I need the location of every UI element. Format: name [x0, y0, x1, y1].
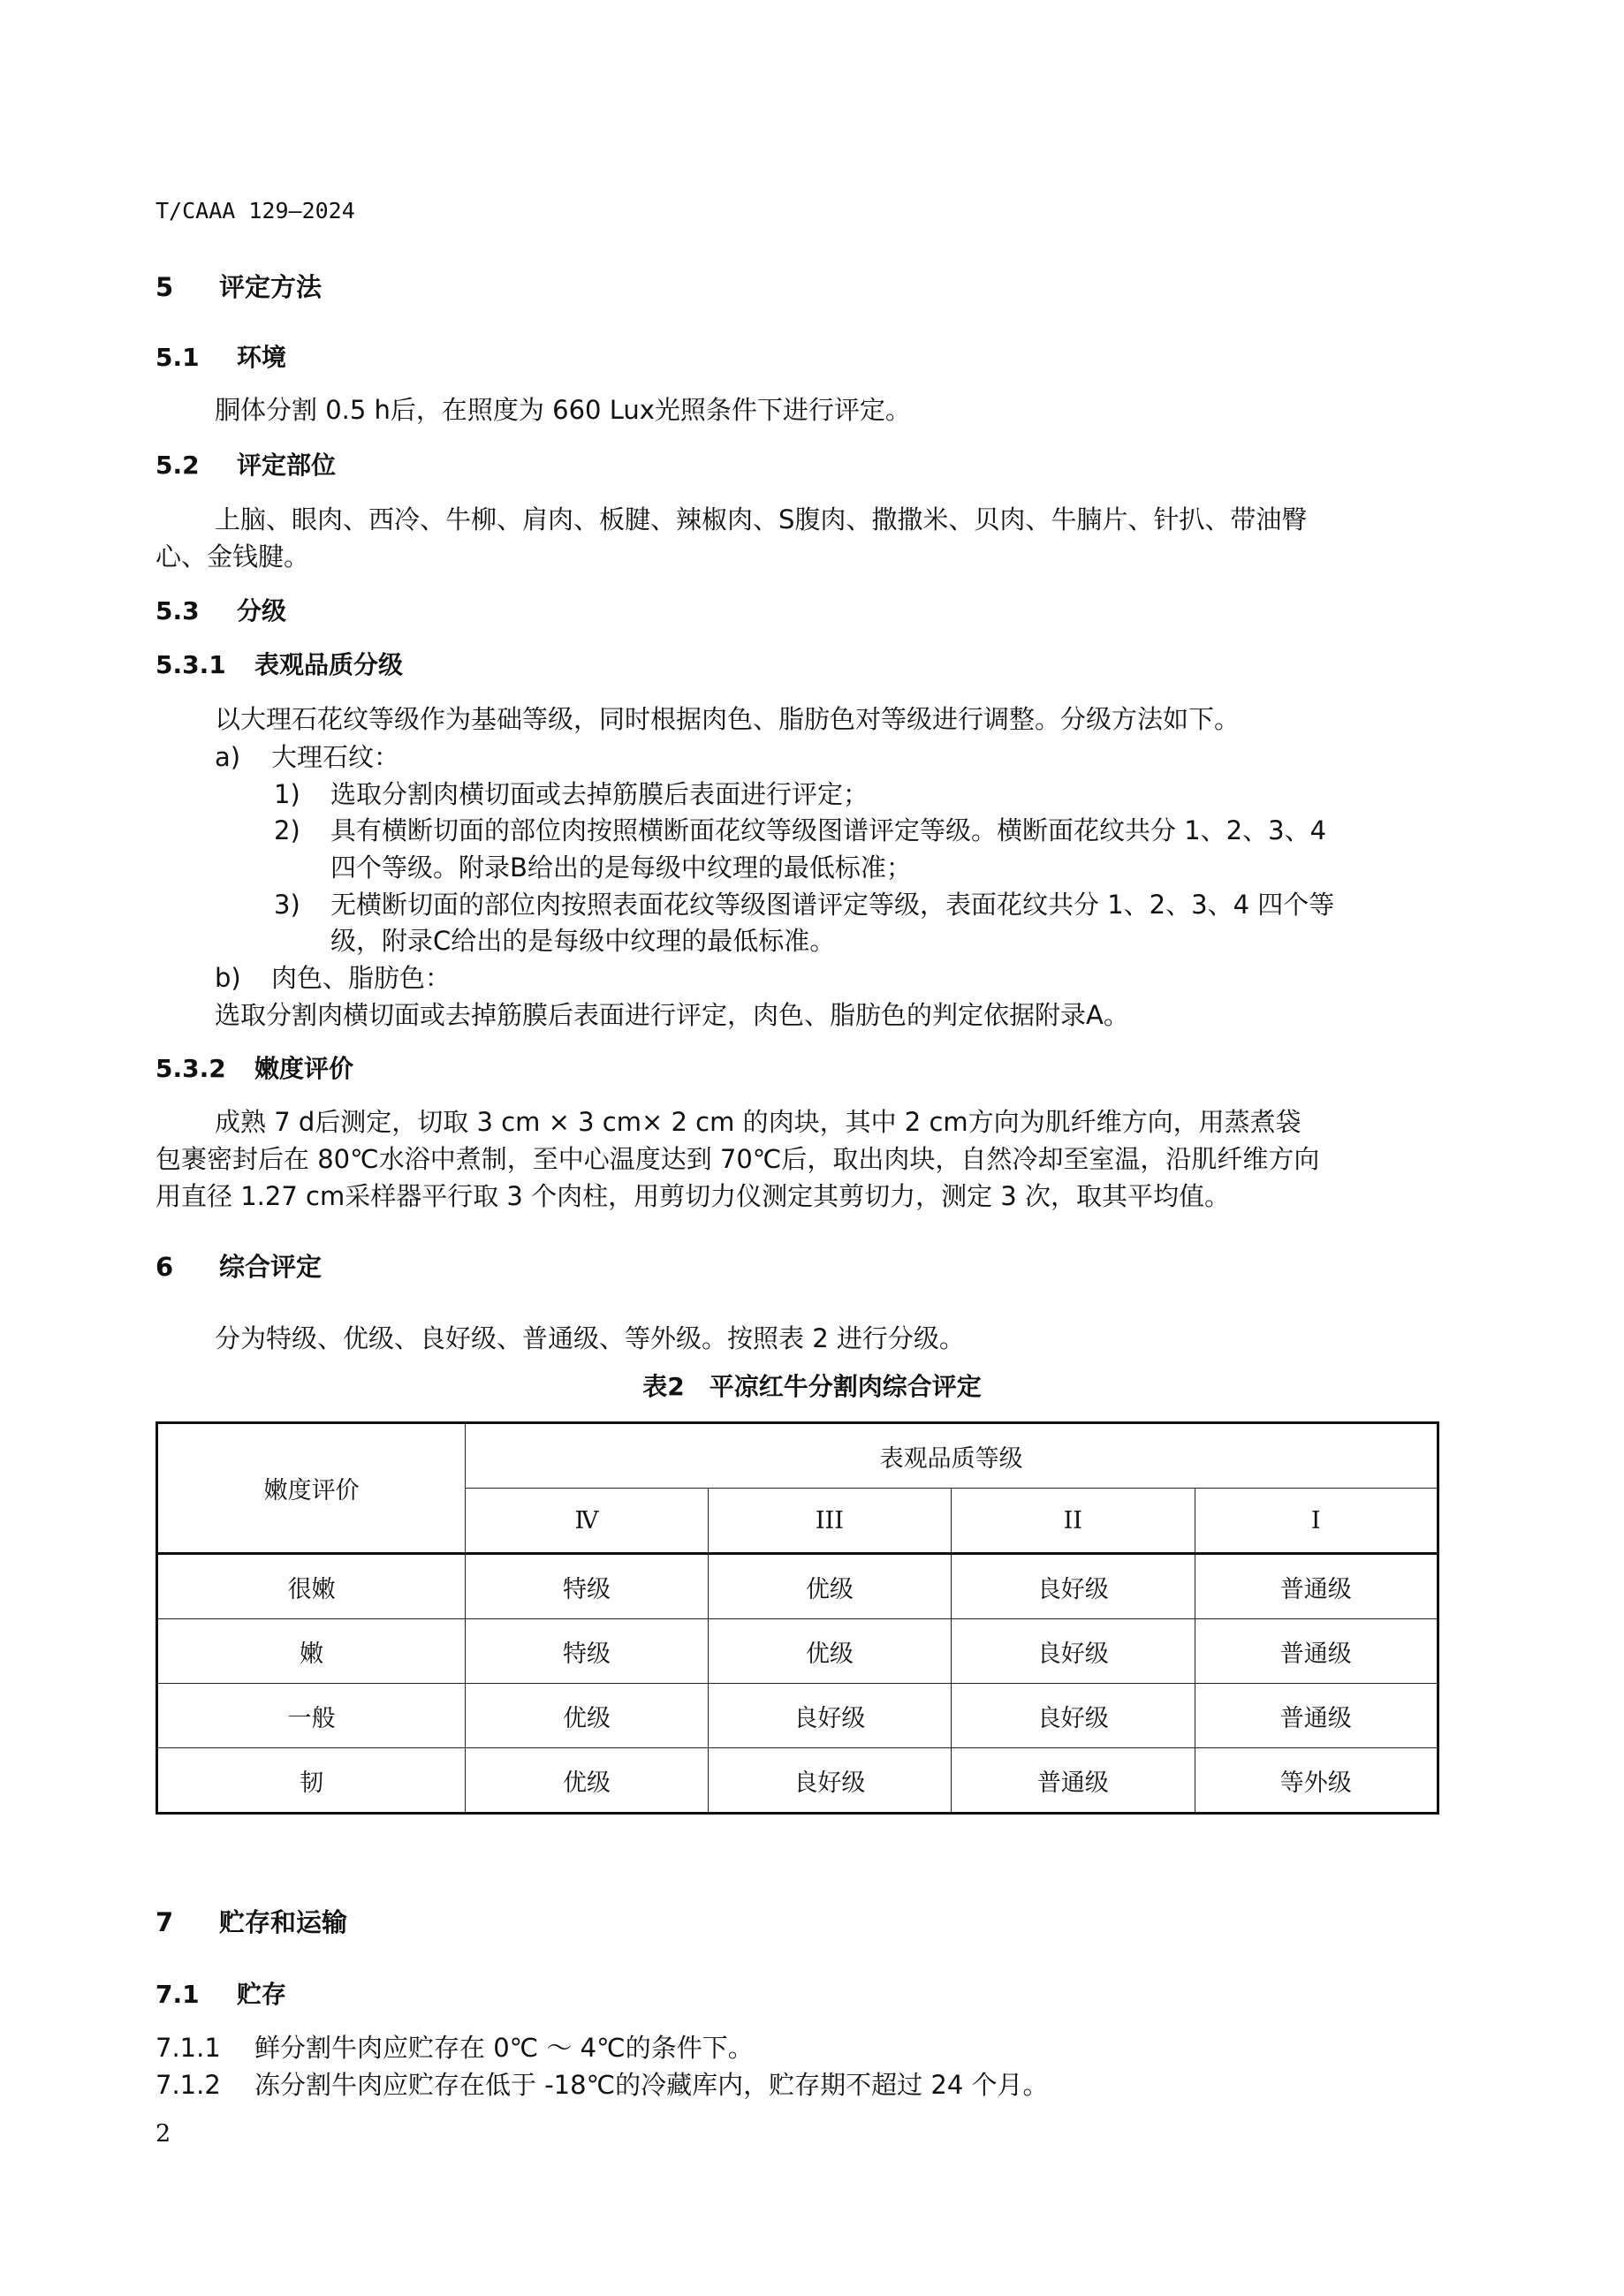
section-number: 6	[156, 1252, 174, 1282]
section-title: 贮存	[237, 1980, 287, 2009]
section-number: 5	[156, 272, 174, 302]
list-label: a)	[215, 742, 241, 772]
section-title: 综合评定	[219, 1252, 323, 1282]
section-title: 嫩度评价	[254, 1054, 354, 1083]
table-cell: 优级	[708, 1619, 951, 1684]
table-cell: 普通级	[1195, 1684, 1438, 1748]
table-cell: 普通级	[952, 1748, 1195, 1814]
section-number: 5.3.2	[156, 1054, 226, 1083]
clause-number: 7.1.2	[156, 2070, 221, 2100]
list-label: 3)	[274, 890, 300, 920]
table-cell: 良好级	[708, 1748, 951, 1814]
table-cell: 特级	[466, 1619, 708, 1684]
section-number: 5.3.1	[156, 650, 226, 679]
section-number: 7.1	[156, 1980, 200, 2009]
section-title: 贮存和运输	[219, 1907, 348, 1937]
section-7-1-1	[156, 2028, 754, 2065]
grading-intro: 以大理石花纹等级作为基础等级，同时根据肉色、脂肪色对等级进行调整。分级方法如下。	[215, 704, 1241, 734]
section-5-3-2-heading	[156, 1049, 353, 1085]
clause-number: 7.1.1	[156, 2033, 221, 2063]
section-title: 环境	[237, 343, 287, 372]
table-cell: 普通级	[1195, 1619, 1438, 1684]
sub-item-1	[274, 775, 869, 811]
list-item-a	[215, 738, 399, 774]
grade-header: Ⅳ	[466, 1489, 708, 1554]
table-row	[157, 1748, 1438, 1814]
table-cell: 特级	[466, 1554, 708, 1619]
group-header-cell: 表观品质等级	[466, 1423, 1438, 1489]
section-number: 5.3	[156, 596, 200, 625]
section-title: 评定部位	[237, 451, 337, 480]
list-text: 选取分割肉横切面或去掉筋膜后表面进行评定；	[330, 779, 869, 809]
list-text: 肉色、脂肪色：	[271, 963, 452, 993]
sub-item-3-cont: 级，附录C给出的是每级中纹理的最低标准。	[330, 926, 836, 956]
row-label: 嫩	[157, 1619, 466, 1684]
section-title: 表观品质分级	[254, 650, 404, 679]
table-row	[157, 1619, 1438, 1684]
section-7-1-2	[156, 2065, 1049, 2102]
tenderness-line1: 成熟 7 d后测定，切取 3 cm × 3 cm× 2 cm 的肉块，其中 2 cm方向为肌纤维方向，用蒸煮袋	[215, 1107, 1301, 1137]
table-cell: 优级	[466, 1748, 708, 1814]
section-title: 分级	[237, 596, 287, 625]
section-5-1-text: 胴体分割 0.5 h后，在照度为 660 Lux光照条件下进行评定。	[215, 395, 911, 425]
section-number: 7	[156, 1907, 174, 1937]
section-5-2-line2: 心、金钱腱。	[156, 542, 310, 572]
section-6-text: 分为特级、优级、良好级、普通级、等外级。按照表 2 进行分级。	[215, 1323, 965, 1353]
grade-header: I	[1195, 1489, 1438, 1554]
section-7-heading	[156, 1903, 347, 1939]
table-cell: 优级	[466, 1684, 708, 1748]
row-label: 一般	[157, 1684, 466, 1748]
section-6-heading	[156, 1247, 322, 1284]
evaluation-table	[156, 1421, 1439, 1815]
list-item-b-detail: 选取分割肉横切面或去掉筋膜后表面进行评定，肉色、脂肪色的判定依据附录A。	[215, 1000, 1129, 1030]
table-row	[157, 1684, 1438, 1748]
clause-text: 鲜分割牛肉应贮存在 0℃ ～ 4℃的条件下。	[254, 2033, 754, 2063]
list-text: 具有横断切面的部位肉按照横断面花纹等级图谱评定等级。横断面花纹共分 1、2、3、4	[330, 815, 1327, 845]
list-text: 大理石纹：	[271, 742, 400, 772]
section-5-heading	[156, 268, 322, 304]
section-5-3-heading	[156, 592, 286, 627]
document-number: T/CAAA 129—2024	[156, 198, 355, 224]
grade-header: III	[708, 1489, 951, 1554]
tenderness-line2: 包裹密封后在 80℃水浴中煮制，至中心温度达到 70℃后，取出肉块，自然冷却至室温，沿肌纤维方向	[156, 1144, 1320, 1174]
section-5-2-line1: 上脑、眼肉、西冷、牛柳、肩肉、板腱、辣椒肉、S腹肉、撒撒米、贝肉、牛腩片、针扒、带油臀	[215, 504, 1308, 534]
table-cell: 普通级	[1195, 1554, 1438, 1619]
list-label: 2)	[274, 815, 300, 845]
sub-item-3	[274, 885, 1334, 921]
table-row	[157, 1554, 1438, 1619]
list-text: 无横断切面的部位肉按照表面花纹等级图谱评定等级，表面花纹共分 1、2、3、4 四个等	[330, 890, 1335, 920]
row-label: 韧	[157, 1748, 466, 1814]
table-cell: 良好级	[952, 1554, 1195, 1619]
row-header-cell: 嫩度评价	[157, 1423, 466, 1554]
section-number: 5.2	[156, 451, 200, 480]
section-number: 5.1	[156, 343, 200, 372]
page-number: 2	[156, 2120, 171, 2148]
list-item-b	[215, 959, 451, 995]
tenderness-line3: 用直径 1.27 cm采样器平行取 3 个肉柱，用剪切力仪测定其剪切力，测定 3 次，取其平均值。	[156, 1181, 1230, 1211]
table-cell: 良好级	[952, 1619, 1195, 1684]
section-5-2-heading	[156, 446, 336, 481]
section-title: 评定方法	[219, 272, 323, 302]
table-cell: 优级	[708, 1554, 951, 1619]
list-label: b)	[215, 963, 241, 993]
table-cell: 等外级	[1195, 1748, 1438, 1814]
table-caption: 表2 平凉红牛分割肉综合评定	[642, 1372, 982, 1401]
clause-text: 冻分割牛肉应贮存在低于 -18℃的冷藏库内，贮存期不超过 24 个月。	[254, 2070, 1049, 2100]
row-label: 很嫩	[157, 1554, 466, 1619]
section-5-1-heading	[156, 338, 286, 374]
table-cell: 良好级	[952, 1684, 1195, 1748]
sub-item-2-cont: 四个等级。附录B给出的是每级中纹理的最低标准；	[330, 852, 912, 883]
list-label: 1)	[274, 779, 300, 809]
grade-header: II	[952, 1489, 1195, 1554]
sub-item-2	[274, 811, 1326, 847]
table-cell: 良好级	[708, 1684, 951, 1748]
section-5-3-1-heading	[156, 646, 403, 681]
section-7-1-heading	[156, 1975, 286, 2011]
